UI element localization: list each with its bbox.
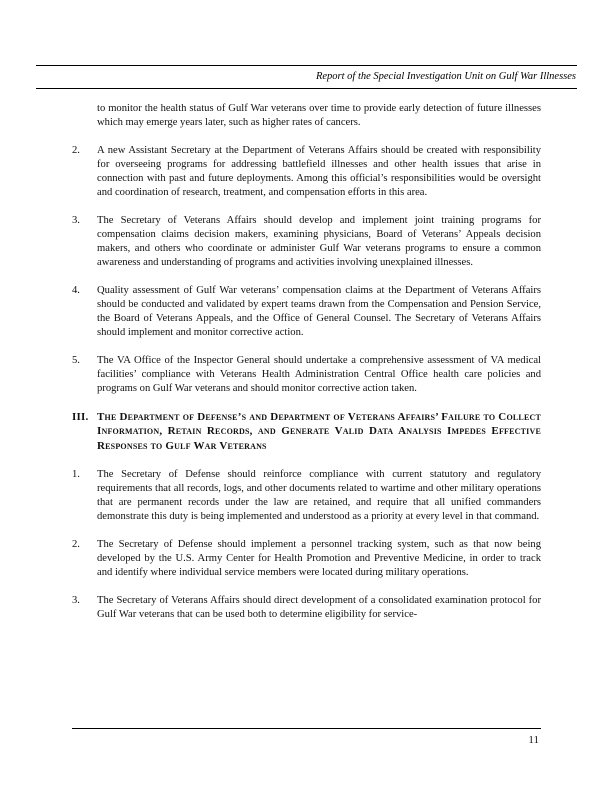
list-item-number: 1.: [72, 469, 80, 481]
list-item-text: A new Assistant Secretary at the Department of Veterans Affairs should be created with responsibility for overseeing programs for addressing battlefield illnesses and other health issues that arise in connection with past and future deployments. Among this official’s responsibilities would be oversight and coordination of research, treatment, and compensation efforts in this area.: [97, 145, 541, 198]
list-item-number: 5.: [72, 355, 80, 366]
list-item-text: The VA Office of the Inspector General should undertake a comprehensive assessment of VA medical facilities’ compliance with Veterans Health Administration Central Office health care policies and programs on Gulf War veterans and should monitor corrective action taken.: [97, 355, 541, 394]
list-item-text: Quality assessment of Gulf War veterans’ compensation claims at the Department of Veterans Affairs should be conducted and validated by expert teams drawn from the Compensation and Pension Service, the Board of Veterans Appeals, and the Office of General Counsel. The Secretary of Veterans Affairs should implement and monitor corrective action.: [97, 285, 541, 338]
list-item-2b: [72, 538, 541, 580]
list-item-text: The Secretary of Defense should reinforce compliance with current statutory and regulatory requirements that all records, logs, and other documents related to wartime and other military operations that are permanent records under the law are retained, and require that all unified commanders demonstrate this duty is being implemented and understood as a priority at every level in that command.: [97, 469, 541, 523]
section-heading-number: III.: [72, 411, 89, 423]
list-item-text: The Secretary of Veterans Affairs should develop and implement joint training programs for compensation claims decision makers, examining physicians, Board of Veterans’ Appeals decision makers, and others who coordinate or administer Gulf War veterans programs to ensure a common awareness and understanding of programs and activities involving unexplained illnesses.: [97, 215, 541, 268]
list-item-text: The Secretary of Veterans Affairs should direct development of a consolidated examination protocol for Gulf War veterans that can be used both to determine eligibility for service-: [97, 595, 541, 621]
list-item-3b: [72, 594, 541, 622]
list-item-number: 2.: [72, 145, 80, 156]
list-item-number: 4.: [72, 285, 80, 296]
list-item-5: [72, 354, 541, 396]
footer-rule: [72, 728, 541, 729]
list-item-1: [72, 468, 541, 524]
section-heading: [72, 410, 541, 453]
page-footer: [72, 728, 541, 746]
list-item-4: [72, 284, 541, 340]
section-heading-text: The Department of Defense’s and Department of Veterans Affairs’ Failure to Collect Information, Retain Records, and Generate Valid Data Analysis Impedes Effective Responses to Gulf War Veterans: [97, 411, 541, 452]
list-item-2: [72, 144, 541, 200]
page-content: [72, 102, 541, 622]
header-rule-bottom: [36, 88, 577, 89]
list-item-3: [72, 214, 541, 270]
continuation-paragraph: to monitor the health status of Gulf War veterans over time to provide early detection of future illnesses which may emerge years later, such as higher rates of cancers.: [97, 103, 541, 128]
running-header-title: Report of the Special Investigation Unit on Gulf War Illnesses: [315, 71, 576, 82]
list-item-number: 2.: [72, 539, 80, 551]
list-item-text: The Secretary of Defense should implement a personnel tracking system, such as that now being developed by the U.S. Army Center for Health Promotion and Preventive Medicine, in order to track and identify where individual service members were located during military operations.: [97, 539, 541, 579]
page-number: 11: [528, 734, 539, 746]
list-item-number: 3.: [72, 595, 80, 607]
page-header: [36, 65, 577, 89]
list-item-number: 3.: [72, 215, 80, 226]
